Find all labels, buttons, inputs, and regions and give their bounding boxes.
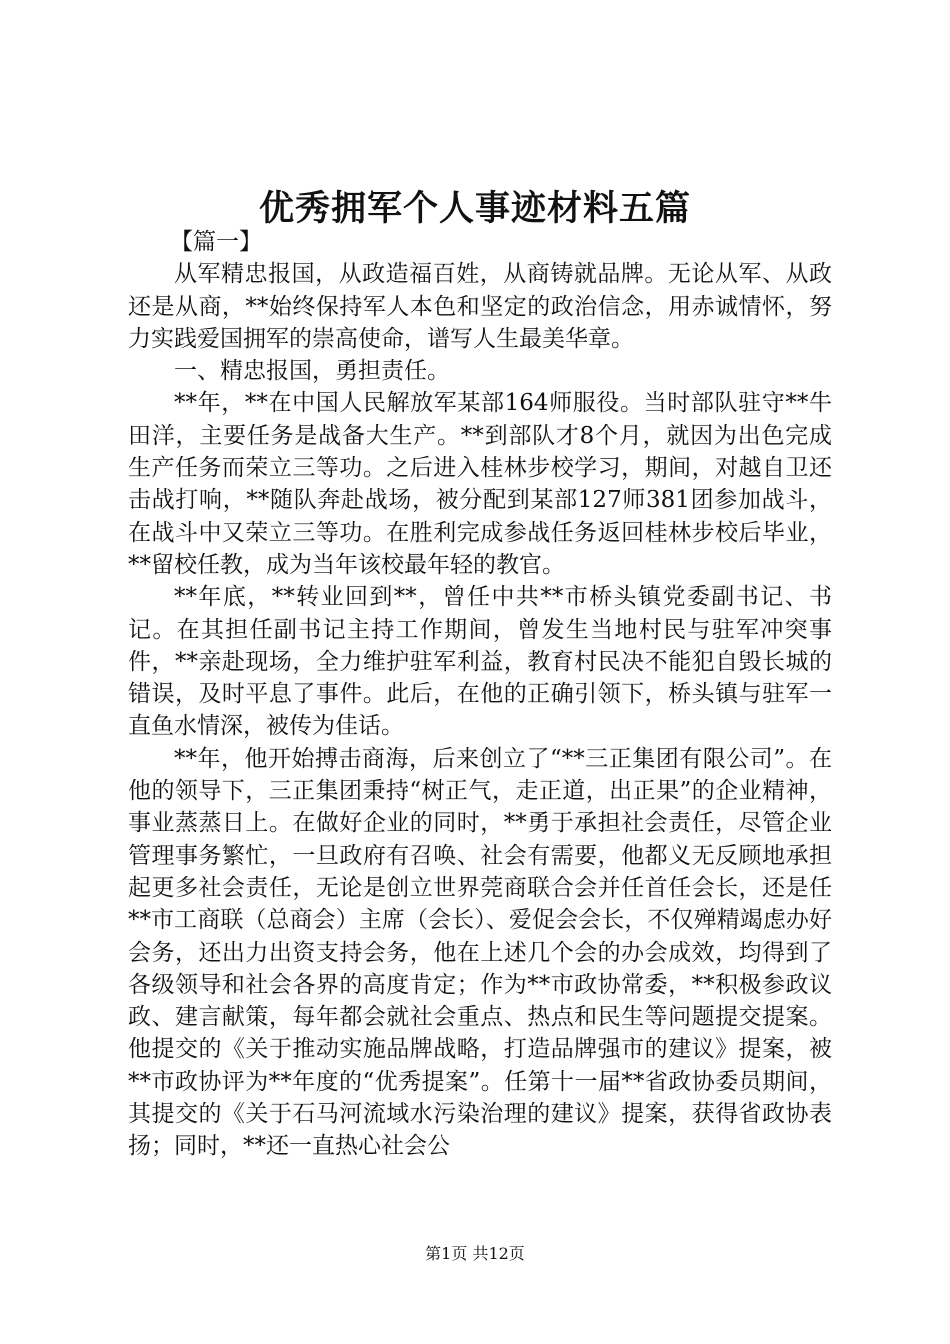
- document-body: [128, 226, 832, 1163]
- paragraph-military-service: **年，**在中国人民解放军某部164师服役。当时部队驻守**牛田洋，主要任务是战备大生产。**到部队才8个月，就因为出色完成生产任务而荣立三等功。之后进入桂林步校学习，期间，对越自卫还击战打响，**随队奔赴战场，被分配到某部127师381团参加战斗，在战斗中又荣立三等功。在胜利完成参战任务返回桂林步校后毕业，**留校任教，成为当年该校最年轻的教官。: [128, 390, 832, 578]
- section-label: 【篇一】: [170, 229, 262, 255]
- page-footer: 第1页 共12页: [425, 1244, 525, 1263]
- paragraph-heading-1: 一、精忠报国，勇担责任。: [174, 358, 450, 385]
- paragraph-civil-service: **年底，**转业回到**，曾任中共**市桥头镇党委副书记、书记。在其担任副书记主持工作期间，曾发生当地村民与驻军冲突事件，**亲赴现场，全力维护驻军利益，教育村民决不能犯自毁长城的错误，及时平息了事件。此后，在他的正确引领下，桥头镇与驻军一直鱼水情深，被传为佳话。: [128, 584, 832, 740]
- paragraph-intro: 从军精忠报国，从政造福百姓，从商铸就品牌。无论从军、从政还是从商，**始终保持军人本色和坚定的政治信念，用赤诚情怀，努力实践爱国拥军的崇高使命，谱写人生最美华章。: [128, 261, 832, 352]
- paragraph-business: **年，他开始搏击商海，后来创立了“**三正集团有限公司”。在他的领导下，三正集团秉持“树正气，走正道，出正果”的企业精神，事业蒸蒸日上。在做好企业的同时，**勇于承担社会责任，尽管企业管理事务繁忙，一旦政府有召唤、社会有需要，他都义无反顾地承担起更多社会责任，无论是创立世界莞商联合会并任首任会长，还是任**市工商联（总商会）主席（会长）、爱促会会长，不仅殚精竭虑办好会务，还出力出资支持会务，他在上述几个会的办会成效，均得到了各级领导和社会各界的高度肯定；作为**市政协常委，**积极参政议政、建言献策，每年都会就社会重点、热点和民生等问题提交提案。他提交的《关于推动实施品牌战略，打造品牌强市的建议》提案，被**市政协评为**年度的“优秀提案”。任第十一届**省政协委员期间，其提交的《关于石马河流域水污染治理的建议》提案，获得省政协表扬；同时，**还一直热心社会公: [128, 745, 832, 1160]
- document-title: 优秀拥军个人事迹材料五篇: [258, 188, 691, 229]
